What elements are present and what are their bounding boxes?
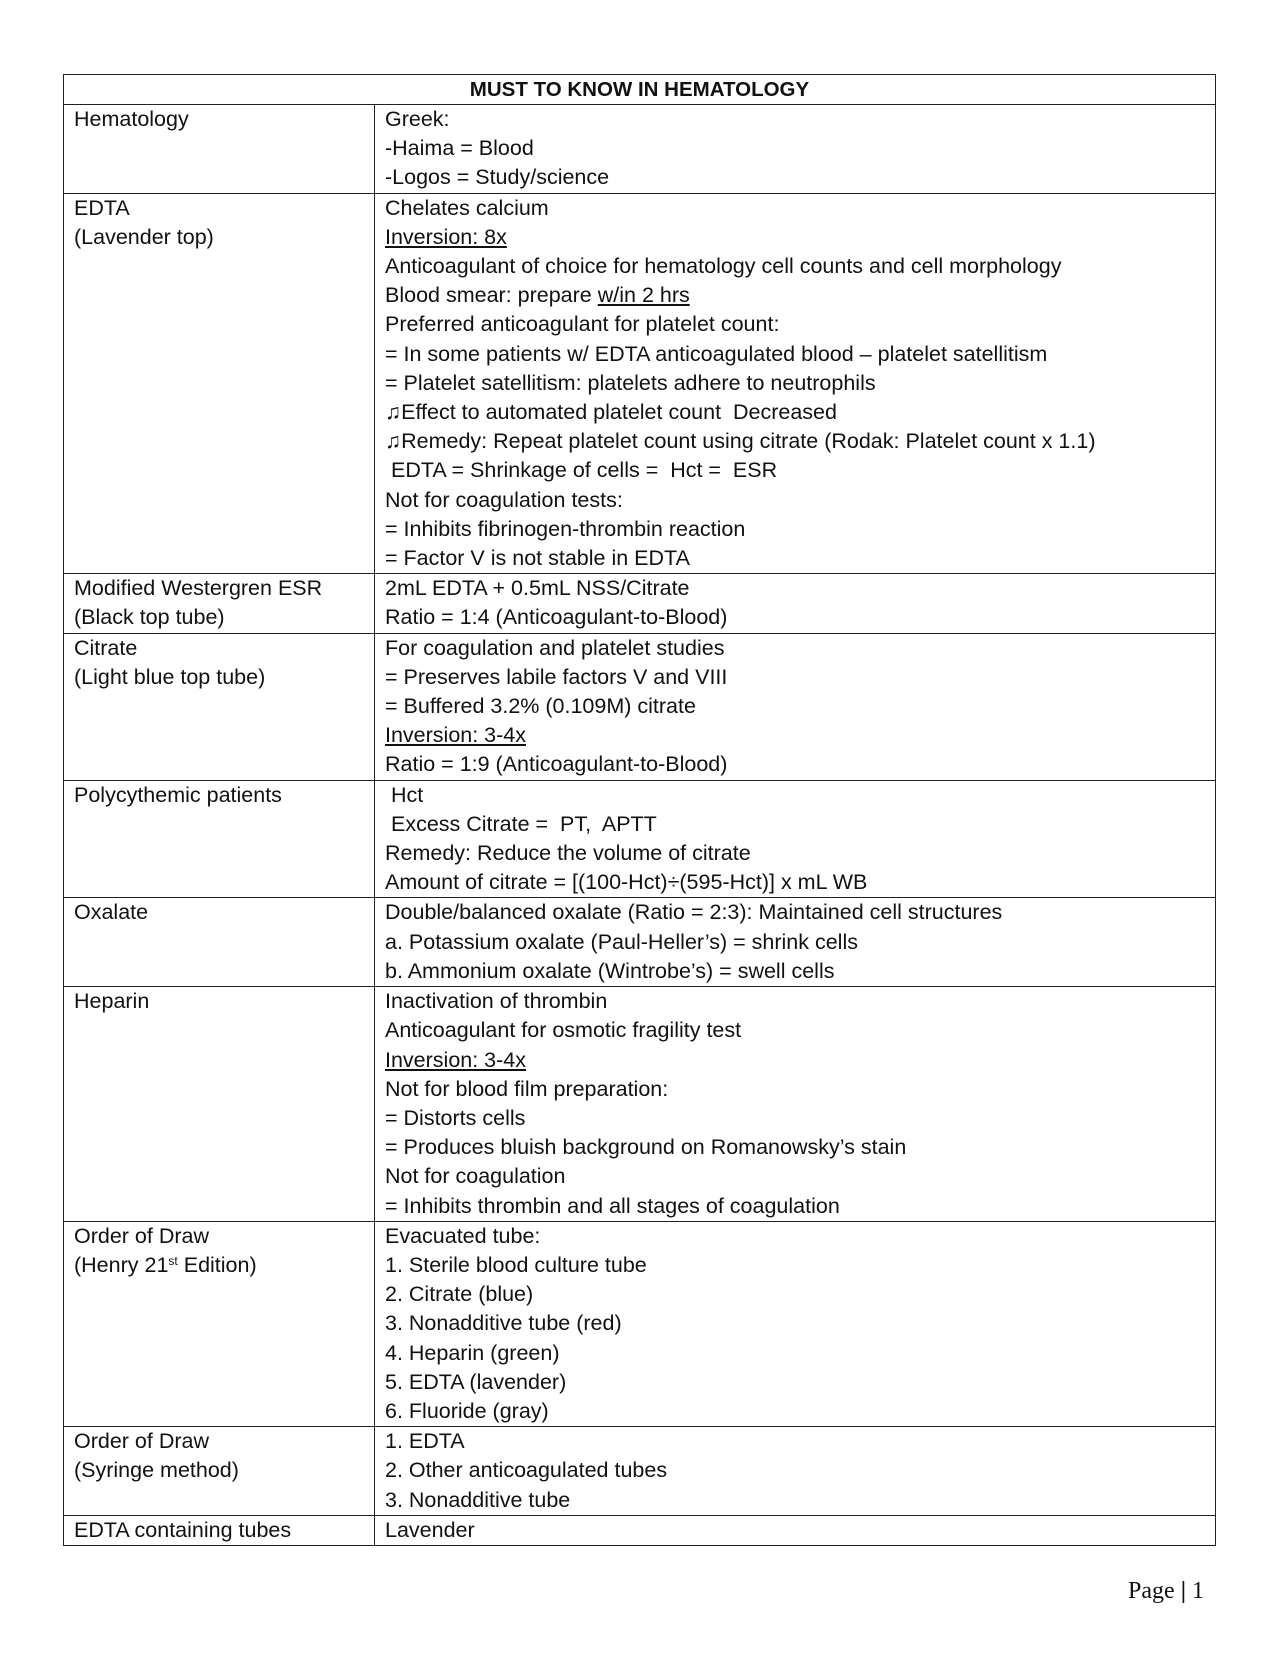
table-row <box>64 1515 1216 1545</box>
term-line: (Syringe method) <box>74 1458 239 1483</box>
detail-line: -Haima = Blood <box>385 136 534 161</box>
detail-line: 2mL EDTA + 0.5mL NSS/Citrate <box>385 576 690 601</box>
page-separator: | <box>1180 1578 1186 1604</box>
detail-line: Anticoagulant of choice for hematology cell counts and cell morphology <box>385 254 1062 279</box>
detail-line: Double/balanced oxalate (Ratio = 2:3): Maintained cell structures <box>385 900 1003 925</box>
term-line: (Light blue top tube) <box>74 664 266 689</box>
detail-line: Inversion: 8x <box>385 224 507 249</box>
term-line: (Lavender top) <box>74 224 214 249</box>
details-cell <box>375 780 1216 898</box>
details-cell <box>375 987 1216 1222</box>
table-row <box>64 574 1216 633</box>
term-cell <box>64 574 375 633</box>
detail-line: ♫Effect to automated platelet count Decreased <box>385 400 837 425</box>
detail-line: Anticoagulant for osmotic fragility test <box>385 1018 742 1043</box>
term-cell <box>64 987 375 1222</box>
detail-line: EDTA = Shrinkage of cells = Hct = ESR <box>385 458 778 483</box>
term-text: (Henry 21 <box>74 1252 169 1277</box>
table-body <box>64 105 1216 1546</box>
detail-line: For coagulation and platelet studies <box>385 635 725 660</box>
page-number-value: 1 <box>1192 1578 1204 1604</box>
term-line: Modified Westergren ESR <box>74 576 323 601</box>
detail-line: Preferred anticoagulant for platelet count: <box>385 312 780 337</box>
detail-line: = Preserves labile factors V and VIII <box>385 664 728 689</box>
page-number <box>1128 1578 1204 1605</box>
term-cell <box>64 780 375 898</box>
detail-line: = Factor V is not stable in EDTA <box>385 546 690 571</box>
detail-line: Ratio = 1:4 (Anticoagulant-to-Blood) <box>385 605 728 630</box>
term-line: Citrate <box>74 635 138 660</box>
detail-line <box>385 281 1207 310</box>
detail-line: ♫Remedy: Repeat platelet count using citrate (Rodak: Platelet count x 1.1) <box>385 429 1096 454</box>
details-cell <box>375 1221 1216 1426</box>
detail-line: Not for coagulation <box>385 1164 566 1189</box>
detail-line: = Inhibits fibrinogen-thrombin reaction <box>385 516 746 541</box>
detail-line: Excess Citrate = PT, APTT <box>385 811 657 836</box>
details-cell <box>375 105 1216 194</box>
detail-line: = Produces bluish background on Romanowsky’s stain <box>385 1135 907 1160</box>
term-line: Order of Draw <box>74 1429 210 1454</box>
term-line: Oxalate <box>74 900 149 925</box>
details-cell <box>375 574 1216 633</box>
term-line: Heparin <box>74 989 150 1014</box>
detail-line: Inversion: 3-4x <box>385 1047 527 1072</box>
detail-line: Inactivation of thrombin <box>385 989 608 1014</box>
hematology-table <box>63 74 1216 1546</box>
term-cell <box>64 105 375 194</box>
table-row <box>64 898 1216 987</box>
detail-line: Chelates calcium <box>385 195 549 220</box>
term-cell <box>64 1221 375 1426</box>
term-line: Hematology <box>74 107 189 131</box>
detail-line: a. Potassium oxalate (Paul-Heller’s) = shrink cells <box>385 929 858 954</box>
detail-line: Not for coagulation tests: <box>385 487 623 512</box>
detail-line: = Distorts cells <box>385 1105 526 1130</box>
detail-line: Not for blood film preparation: <box>385 1076 669 1101</box>
details-cell <box>375 1515 1216 1545</box>
detail-line: = Buffered 3.2% (0.109M) citrate <box>385 694 696 719</box>
detail-line: b. Ammonium oxalate (Wintrobe’s) = swell cells <box>385 958 835 983</box>
details-cell <box>375 1427 1216 1516</box>
term-line: EDTA <box>74 195 130 220</box>
detail-line: 5. EDTA (lavender) <box>385 1369 567 1394</box>
term-cell <box>64 1427 375 1516</box>
term-cell <box>64 1515 375 1545</box>
details-cell <box>375 898 1216 987</box>
detail-line: 4. Heparin (green) <box>385 1340 560 1365</box>
detail-line: Evacuated tube: <box>385 1223 541 1248</box>
page-label: Page <box>1128 1578 1175 1604</box>
table-row <box>64 633 1216 780</box>
details-cell <box>375 193 1216 574</box>
detail-underlined-text: w/in 2 hrs <box>597 283 690 308</box>
term-cell <box>64 193 375 574</box>
term-line: Order of Draw <box>74 1223 210 1248</box>
detail-line: 3. Nonadditive tube (red) <box>385 1311 622 1336</box>
detail-line: 1. Sterile blood culture tube <box>385 1252 647 1277</box>
detail-line: 3. Nonadditive tube <box>385 1487 571 1512</box>
detail-line: Hct <box>385 782 424 807</box>
table-row <box>64 1427 1216 1516</box>
detail-line: 2. Other anticoagulated tubes <box>385 1458 668 1483</box>
details-cell <box>375 633 1216 780</box>
detail-line: -Logos = Study/science <box>385 165 610 190</box>
table-row <box>64 1221 1216 1426</box>
term-line <box>74 1251 366 1280</box>
detail-line: Greek: <box>385 107 450 131</box>
detail-line: 1. EDTA <box>385 1429 465 1454</box>
term-cell <box>64 898 375 987</box>
detail-line: 6. Fluoride (gray) <box>385 1398 549 1423</box>
table-row <box>64 193 1216 574</box>
table-title: MUST TO KNOW IN HEMATOLOGY <box>64 75 1216 105</box>
detail-line: = Platelet satellitism: platelets adhere to neutrophils <box>385 370 876 395</box>
table-row <box>64 780 1216 898</box>
term-text: Edition) <box>177 1252 257 1277</box>
detail-line: Lavender <box>385 1517 475 1542</box>
table-row <box>64 987 1216 1222</box>
detail-line: 2. Citrate (blue) <box>385 1282 534 1307</box>
detail-line: Remedy: Reduce the volume of citrate <box>385 841 751 866</box>
term-line: (Black top tube) <box>74 605 225 630</box>
table-row <box>64 105 1216 194</box>
detail-line: = In some patients w/ EDTA anticoagulated blood – platelet satellitism <box>385 341 1048 366</box>
term-line: EDTA containing tubes <box>74 1517 292 1542</box>
term-superscript: st <box>168 1253 178 1268</box>
detail-line: Amount of citrate = [(100-Hct)÷(595-Hct)] x mL WB <box>385 870 868 895</box>
term-cell <box>64 633 375 780</box>
detail-line: = Inhibits thrombin and all stages of coagulation <box>385 1193 840 1218</box>
detail-line: Ratio = 1:9 (Anticoagulant-to-Blood) <box>385 752 728 777</box>
detail-text: Blood smear: prepare <box>385 283 598 308</box>
term-line: Polycythemic patients <box>74 782 282 807</box>
title-row <box>64 75 1216 105</box>
detail-line: Inversion: 3-4x <box>385 723 527 748</box>
